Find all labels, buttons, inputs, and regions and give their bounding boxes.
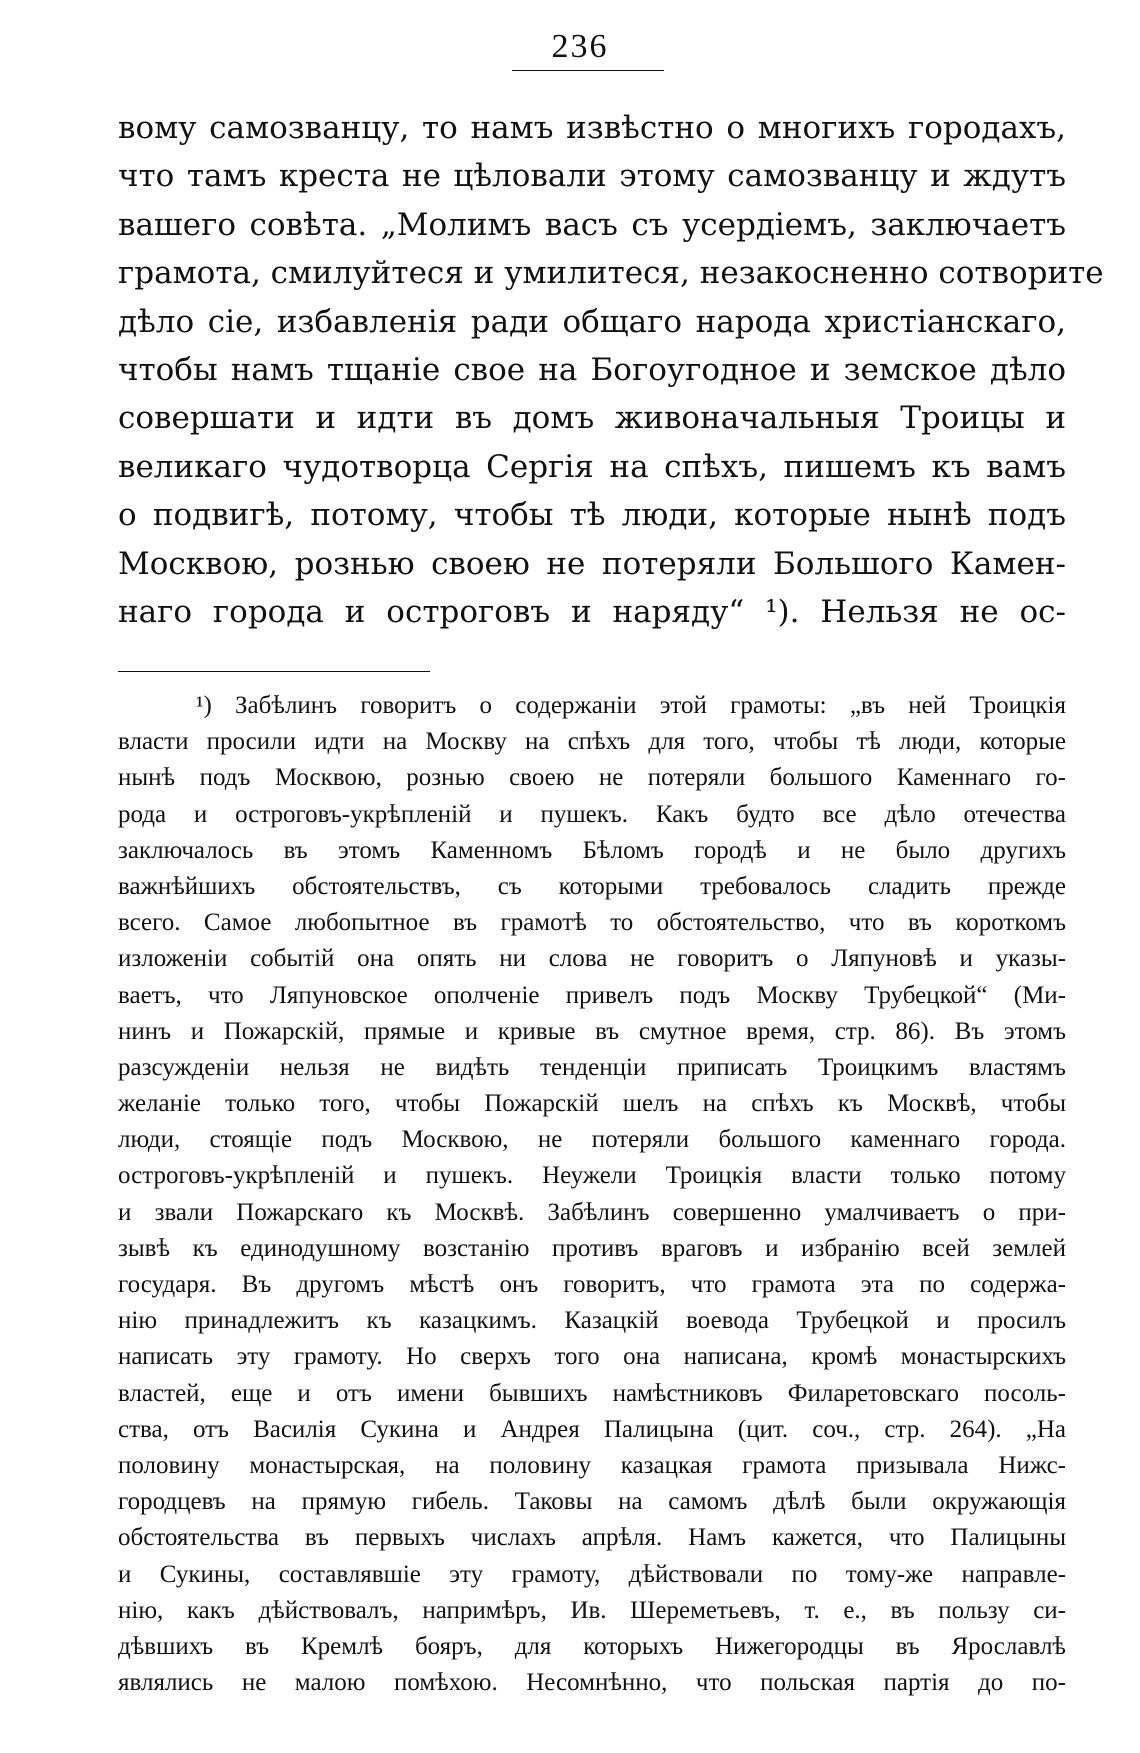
footnote-line: нинъ и Пожарскій, прямые и кривые въ смутное время, стр. 86). Въ этомъ	[118, 1017, 1066, 1045]
footnote-line: дѣвшихъ въ Кремлѣ бояръ, для которыхъ Нижегородцы въ Ярославлѣ	[118, 1632, 1066, 1660]
footnote-line: и звали Пожарскаго къ Москвѣ. Забѣлинъ совершенно умалчиваетъ о при-	[118, 1198, 1066, 1226]
main-text-line: грамота, смилуйтеся и умилитеся, незакосненно сотворите	[118, 255, 1104, 292]
footnote-line: написать эту грамоту. Но сверхъ того она написана, кромѣ монастырскихъ	[118, 1343, 1066, 1371]
footnote-line: являлись не малою помѣхою. Несомнѣнно, что польская партія до по-	[118, 1669, 1066, 1697]
footnote-line: половину монастырская, на половину казацкая грамота призывала Нижс-	[118, 1451, 1066, 1479]
main-text-line: дѣло сіе, избавленія ради общаго народа христіанскаго,	[118, 303, 1066, 340]
page-number-underline	[512, 70, 664, 71]
footnote-line: государя. Въ другомъ мѣстѣ онъ говоритъ, что грамота эта по содержа-	[118, 1271, 1066, 1298]
main-text-line: о подвигѣ, потому, чтобы тѣ люди, которые нынѣ подъ	[118, 497, 1066, 534]
footnote-line: властей, еще и отъ имени бывшихъ намѣстниковъ Филаретовскаго посоль-	[118, 1379, 1066, 1407]
footnote-line: власти просили идти на Москву на спѣхъ для того, чтобы тѣ люди, которые	[118, 728, 1066, 756]
main-text-line: Москвою, рознью своею не потеряли Большого Камен-	[118, 545, 1066, 582]
page-number: 236	[551, 28, 609, 65]
main-text-line: что тамъ креста не цѣловали этому самозванцу и ждутъ	[118, 158, 1066, 195]
main-text-line: вому самозванцу, то намъ извѣстно о многихъ городахъ,	[118, 110, 1066, 146]
footnote-line: заключалось въ этомъ Каменномъ Бѣломъ городѣ и не было другихъ	[118, 836, 1066, 864]
footnote-line: ства, отъ Василія Сукина и Андрея Палицына (цит. соч., стр. 264). „На	[118, 1415, 1066, 1443]
footnote-line: ¹) Забѣлинъ говоритъ о содержаніи этой грамоты: „въ ней Троицкія	[196, 692, 1066, 719]
footnote-line: зывѣ къ единодушному возстанію противъ враговъ и избранію всей землей	[118, 1234, 1066, 1262]
footnote-line: городцевъ на прямую гибель. Таковы на самомъ дѣлѣ были окружающія	[118, 1488, 1066, 1516]
footnote-line: ваетъ, что Ляпуновское ополченіе привелъ подъ Москву Трубецкой“ (Ми-	[118, 981, 1066, 1009]
footnote-line: нынѣ подъ Москвою, рознью своею не потеряли большого Каменнаго го-	[118, 764, 1066, 792]
footnote-line: всего. Самое любопытное въ грамотѣ то обстоятельство, что въ короткомъ	[118, 909, 1066, 937]
footnote-line: люди, стоящіе подъ Москвою, не потеряли большого каменнаго города.	[118, 1126, 1066, 1154]
footnote-line: рода и остроговъ-укрѣпленій и пушекъ. Какъ будто все дѣло отечества	[118, 800, 1066, 828]
footnote-line: остроговъ-укрѣпленій и пушекъ. Неужели Троицкія власти только потому	[118, 1162, 1066, 1190]
footnote-line: желаніе только того, чтобы Пожарскій шелъ на спѣхъ къ Москвѣ, чтобы	[118, 1090, 1066, 1118]
main-text-line: наго города и остроговъ и наряду“ ¹). Нельзя не ос-	[118, 593, 1066, 630]
footnote-separator	[118, 671, 430, 672]
footnote-line: обстоятельства въ первыхъ числахъ апрѣля. Намъ кажется, что Палицыны	[118, 1524, 1066, 1552]
footnote-line: нію принадлежитъ къ казацкимъ. Казацкій воевода Трубецкой и просилъ	[118, 1307, 1066, 1335]
footnote-line: нію, какъ дѣйствовалъ, напримѣръ, Ив. Шереметьевъ, т. е., въ пользу си-	[118, 1596, 1066, 1624]
main-text-line: великаго чудотворца Сергія на спѣхъ, пишемъ къ вамъ	[118, 448, 1066, 485]
footnote	[118, 688, 1066, 1701]
footnote-line: разсужденіи нельзя не видѣть тенденціи приписать Троицкимъ властямъ	[118, 1053, 1066, 1081]
footnote-line: важнѣйшихъ обстоятельствъ, съ которыми требовалось сладить прежде	[118, 872, 1066, 900]
main-text-line: совершати и идти въ домъ живоначальныя Троицы и	[118, 400, 1066, 437]
footnote-line: изложеніи событій она опять ни слова не говоритъ о Ляпуновѣ и указы-	[118, 945, 1066, 973]
footnote-line: и Сукины, составлявшіе эту грамоту, дѣйствовали по тому-же направле-	[118, 1560, 1066, 1588]
main-text-line: чтобы намъ тщаніе свое на Богоугодное и земское дѣло	[118, 351, 1066, 388]
main-text	[118, 104, 1104, 636]
main-text-line: вашего совѣта. „Молимъ васъ съ усердіемъ, заключаетъ	[118, 206, 1066, 243]
